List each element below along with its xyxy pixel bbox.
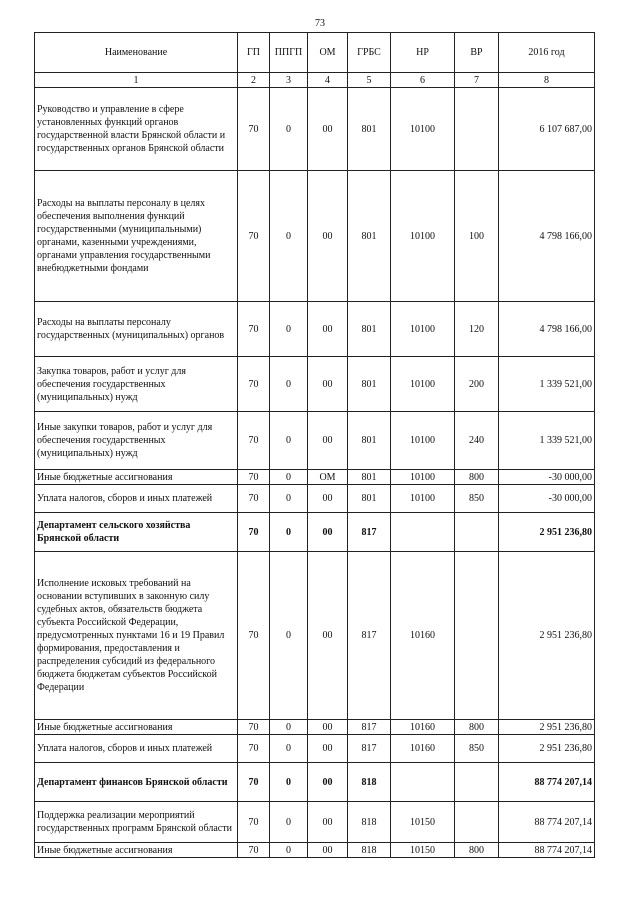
row-name: Уплата налогов, сборов и иных платежей bbox=[35, 485, 238, 513]
cell-nr: 10100 bbox=[391, 357, 455, 412]
cell-grbs: 817 bbox=[348, 552, 391, 720]
column-index: 8 bbox=[499, 73, 595, 88]
cell-amount: -30 000,00 bbox=[499, 485, 595, 513]
column-index: 7 bbox=[455, 73, 499, 88]
cell-vr: 200 bbox=[455, 357, 499, 412]
table-row bbox=[35, 412, 595, 470]
cell-amount: 1 339 521,00 bbox=[499, 357, 595, 412]
table-row bbox=[35, 485, 595, 513]
cell-nr: 10160 bbox=[391, 735, 455, 763]
cell-grbs: 801 bbox=[348, 88, 391, 171]
cell-gp: 70 bbox=[238, 802, 270, 843]
header-name: Наименование bbox=[35, 33, 238, 73]
cell-om: 00 bbox=[308, 485, 348, 513]
cell-nr: 10160 bbox=[391, 552, 455, 720]
cell-ppgp: 0 bbox=[270, 485, 308, 513]
table-body bbox=[35, 88, 595, 858]
row-name: Департамент финансов Брянской области bbox=[35, 763, 238, 802]
cell-gp: 70 bbox=[238, 763, 270, 802]
table-row bbox=[35, 802, 595, 843]
cell-nr bbox=[391, 513, 455, 552]
cell-vr: 120 bbox=[455, 302, 499, 357]
page-number: 73 bbox=[315, 18, 325, 29]
cell-vr bbox=[455, 552, 499, 720]
cell-om: 00 bbox=[308, 357, 348, 412]
table-row bbox=[35, 552, 595, 720]
cell-nr: 10100 bbox=[391, 470, 455, 485]
cell-amount: 88 774 207,14 bbox=[499, 763, 595, 802]
cell-ppgp: 0 bbox=[270, 552, 308, 720]
header-row bbox=[35, 33, 595, 73]
cell-ppgp: 0 bbox=[270, 302, 308, 357]
cell-om: ОМ bbox=[308, 470, 348, 485]
cell-ppgp: 0 bbox=[270, 357, 308, 412]
table-row bbox=[35, 88, 595, 171]
column-index: 1 bbox=[35, 73, 238, 88]
cell-om: 00 bbox=[308, 171, 348, 302]
cell-nr bbox=[391, 763, 455, 802]
row-name: Руководство и управление в сфере установленных функций органов государственной власти Брянской области и государственных органов Брянской области bbox=[35, 88, 238, 171]
cell-vr bbox=[455, 763, 499, 802]
cell-vr: 800 bbox=[455, 843, 499, 858]
cell-gp: 70 bbox=[238, 552, 270, 720]
header-gp: ГП bbox=[238, 33, 270, 73]
budget-table bbox=[34, 32, 595, 858]
header-vr: ВР bbox=[455, 33, 499, 73]
cell-nr: 10150 bbox=[391, 843, 455, 858]
column-index: 3 bbox=[270, 73, 308, 88]
cell-vr: 850 bbox=[455, 485, 499, 513]
cell-om: 00 bbox=[308, 802, 348, 843]
cell-amount: 2 951 236,80 bbox=[499, 735, 595, 763]
table-row bbox=[35, 843, 595, 858]
column-index: 5 bbox=[348, 73, 391, 88]
header-year: 2016 год bbox=[499, 33, 595, 73]
cell-gp: 70 bbox=[238, 357, 270, 412]
cell-grbs: 801 bbox=[348, 485, 391, 513]
cell-ppgp: 0 bbox=[270, 412, 308, 470]
cell-vr: 800 bbox=[455, 720, 499, 735]
table-row bbox=[35, 763, 595, 802]
cell-grbs: 801 bbox=[348, 470, 391, 485]
row-name: Иные закупки товаров, работ и услуг для обеспечения государственных (муниципальных) нужд bbox=[35, 412, 238, 470]
cell-amount: 4 798 166,00 bbox=[499, 302, 595, 357]
table-row bbox=[35, 302, 595, 357]
cell-vr bbox=[455, 88, 499, 171]
cell-gp: 70 bbox=[238, 470, 270, 485]
cell-grbs: 817 bbox=[348, 735, 391, 763]
cell-gp: 70 bbox=[238, 412, 270, 470]
cell-amount: 2 951 236,80 bbox=[499, 552, 595, 720]
cell-gp: 70 bbox=[238, 171, 270, 302]
table-row bbox=[35, 171, 595, 302]
cell-ppgp: 0 bbox=[270, 802, 308, 843]
cell-amount: 88 774 207,14 bbox=[499, 843, 595, 858]
cell-nr: 10100 bbox=[391, 485, 455, 513]
header-grbs: ГРБС bbox=[348, 33, 391, 73]
column-index: 6 bbox=[391, 73, 455, 88]
cell-ppgp: 0 bbox=[270, 763, 308, 802]
cell-vr: 100 bbox=[455, 171, 499, 302]
row-name: Поддержка реализации мероприятий государственных программ Брянской области bbox=[35, 802, 238, 843]
row-name: Департамент сельского хозяйства Брянской области bbox=[35, 513, 238, 552]
column-index: 2 bbox=[238, 73, 270, 88]
cell-ppgp: 0 bbox=[270, 720, 308, 735]
row-name: Иные бюджетные ассигнования bbox=[35, 720, 238, 735]
table-row bbox=[35, 513, 595, 552]
table-row bbox=[35, 735, 595, 763]
cell-om: 00 bbox=[308, 843, 348, 858]
cell-om: 00 bbox=[308, 513, 348, 552]
cell-grbs: 818 bbox=[348, 843, 391, 858]
cell-grbs: 817 bbox=[348, 513, 391, 552]
cell-amount: 2 951 236,80 bbox=[499, 513, 595, 552]
cell-grbs: 818 bbox=[348, 763, 391, 802]
cell-ppgp: 0 bbox=[270, 843, 308, 858]
cell-grbs: 801 bbox=[348, 302, 391, 357]
cell-vr: 800 bbox=[455, 470, 499, 485]
table-row bbox=[35, 720, 595, 735]
cell-ppgp: 0 bbox=[270, 735, 308, 763]
row-name: Расходы на выплаты персоналу государственных (муниципальных) органов bbox=[35, 302, 238, 357]
cell-nr: 10100 bbox=[391, 302, 455, 357]
cell-grbs: 817 bbox=[348, 720, 391, 735]
cell-nr: 10150 bbox=[391, 802, 455, 843]
cell-om: 00 bbox=[308, 552, 348, 720]
cell-vr bbox=[455, 802, 499, 843]
cell-gp: 70 bbox=[238, 720, 270, 735]
cell-nr: 10100 bbox=[391, 171, 455, 302]
row-name: Расходы на выплаты персоналу в целях обеспечения выполнения функций государственными (муниципальными) органами, казенными учреждениями, органами управления государственными внебюджетными фондами bbox=[35, 171, 238, 302]
cell-om: 00 bbox=[308, 735, 348, 763]
cell-nr: 10100 bbox=[391, 88, 455, 171]
cell-gp: 70 bbox=[238, 843, 270, 858]
cell-vr bbox=[455, 513, 499, 552]
row-name: Иные бюджетные ассигнования bbox=[35, 470, 238, 485]
cell-gp: 70 bbox=[238, 485, 270, 513]
cell-om: 00 bbox=[308, 302, 348, 357]
cell-om: 00 bbox=[308, 763, 348, 802]
cell-grbs: 801 bbox=[348, 171, 391, 302]
cell-amount: 2 951 236,80 bbox=[499, 720, 595, 735]
header-nr: НР bbox=[391, 33, 455, 73]
cell-grbs: 801 bbox=[348, 357, 391, 412]
header-om: ОМ bbox=[308, 33, 348, 73]
cell-amount: -30 000,00 bbox=[499, 470, 595, 485]
cell-amount: 4 798 166,00 bbox=[499, 171, 595, 302]
table-row bbox=[35, 470, 595, 485]
row-name: Закупка товаров, работ и услуг для обеспечения государственных (муниципальных) нужд bbox=[35, 357, 238, 412]
cell-amount: 6 107 687,00 bbox=[499, 88, 595, 171]
header-ppgp: ППГП bbox=[270, 33, 308, 73]
cell-ppgp: 0 bbox=[270, 88, 308, 171]
cell-om: 00 bbox=[308, 720, 348, 735]
column-index-row bbox=[35, 73, 595, 88]
cell-om: 00 bbox=[308, 412, 348, 470]
cell-amount: 1 339 521,00 bbox=[499, 412, 595, 470]
row-name: Уплата налогов, сборов и иных платежей bbox=[35, 735, 238, 763]
cell-gp: 70 bbox=[238, 735, 270, 763]
cell-gp: 70 bbox=[238, 88, 270, 171]
cell-ppgp: 0 bbox=[270, 470, 308, 485]
row-name: Исполнение исковых требований на основании вступивших в законную силу судебных актов, обязательств бюджета субъекта Российской Федерации, предусмотренных пунктами 16 и 19 Правил формирования, предоставления и распределения субсидий из федерального бюджета бюджетам субъектов Российской Федерации bbox=[35, 552, 238, 720]
column-index: 4 bbox=[308, 73, 348, 88]
cell-gp: 70 bbox=[238, 302, 270, 357]
cell-grbs: 818 bbox=[348, 802, 391, 843]
cell-nr: 10160 bbox=[391, 720, 455, 735]
cell-ppgp: 0 bbox=[270, 513, 308, 552]
cell-nr: 10100 bbox=[391, 412, 455, 470]
cell-gp: 70 bbox=[238, 513, 270, 552]
cell-grbs: 801 bbox=[348, 412, 391, 470]
cell-amount: 88 774 207,14 bbox=[499, 802, 595, 843]
cell-om: 00 bbox=[308, 88, 348, 171]
cell-ppgp: 0 bbox=[270, 171, 308, 302]
cell-vr: 240 bbox=[455, 412, 499, 470]
cell-vr: 850 bbox=[455, 735, 499, 763]
table-row bbox=[35, 357, 595, 412]
row-name: Иные бюджетные ассигнования bbox=[35, 843, 238, 858]
